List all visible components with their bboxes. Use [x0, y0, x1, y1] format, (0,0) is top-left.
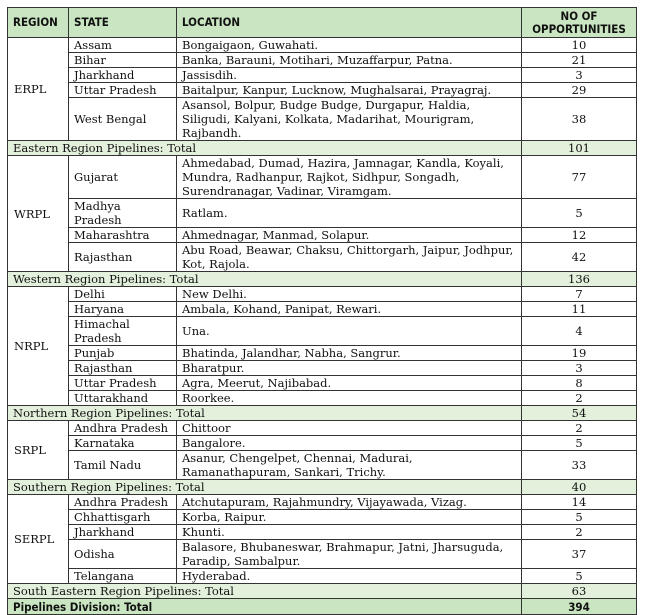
- count-cell: 5: [522, 510, 637, 525]
- count-cell: 37: [522, 540, 637, 569]
- state-cell: Gujarat: [69, 156, 177, 199]
- region-total-count: 54: [522, 406, 637, 421]
- region-cell: WRPL: [8, 156, 69, 272]
- grand-total-count: 394: [522, 599, 637, 615]
- location-cell: Bongaigaon, Guwahati.: [177, 38, 522, 53]
- table-row: [8, 361, 637, 376]
- location-cell: Bharatpur.: [177, 361, 522, 376]
- location-cell: New Delhi.: [177, 287, 522, 302]
- location-cell: Agra, Meerut, Najibabad.: [177, 376, 522, 391]
- count-cell: 7: [522, 287, 637, 302]
- state-header: STATE: [69, 8, 177, 38]
- state-cell: Odisha: [69, 540, 177, 569]
- count-cell: 2: [522, 391, 637, 406]
- location-cell: Jassisdih.: [177, 68, 522, 83]
- location-cell: Abu Road, Beawar, Chaksu, Chittorgarh, Jaipur, Jodhpur, Kot, Rajola.: [177, 243, 522, 272]
- state-cell: Delhi: [69, 287, 177, 302]
- region-total-label: Western Region Pipelines: Total: [8, 272, 522, 287]
- location-cell: Ahmednagar, Manmad, Solapur.: [177, 228, 522, 243]
- state-cell: Maharashtra: [69, 228, 177, 243]
- location-cell: Hyderabad.: [177, 569, 522, 584]
- state-cell: Himachal Pradesh: [69, 317, 177, 346]
- count-cell: 29: [522, 83, 637, 98]
- state-cell: Rajasthan: [69, 243, 177, 272]
- count-cell: 77: [522, 156, 637, 199]
- region-total-row: [8, 480, 637, 495]
- table-row: [8, 436, 637, 451]
- table-row: [8, 38, 637, 53]
- table-body: [8, 38, 637, 615]
- table-row: [8, 317, 637, 346]
- count-cell: 2: [522, 421, 637, 436]
- region-total-row: [8, 272, 637, 287]
- state-cell: Uttar Pradesh: [69, 376, 177, 391]
- table-row: [8, 287, 637, 302]
- region-total-label: Northern Region Pipelines: Total: [8, 406, 522, 421]
- state-cell: Punjab: [69, 346, 177, 361]
- location-cell: Balasore, Bhubaneswar, Brahmapur, Jatni, Jharsuguda, Paradip, Sambalpur.: [177, 540, 522, 569]
- location-cell: Asanur, Chengelpet, Chennai, Madurai, Ramanathapuram, Sankari, Trichy.: [177, 451, 522, 480]
- location-cell: Bangalore.: [177, 436, 522, 451]
- table-row: [8, 83, 637, 98]
- location-cell: Banka, Barauni, Motihari, Muzaffarpur, Patna.: [177, 53, 522, 68]
- state-cell: Jharkhand: [69, 525, 177, 540]
- region-cell: SRPL: [8, 421, 69, 480]
- state-cell: Rajasthan: [69, 361, 177, 376]
- region-total-count: 101: [522, 141, 637, 156]
- count-cell: 3: [522, 68, 637, 83]
- count-cell: 2: [522, 525, 637, 540]
- location-header: LOCATION: [177, 8, 522, 38]
- state-cell: Jharkhand: [69, 68, 177, 83]
- count-cell: 10: [522, 38, 637, 53]
- count-cell: 11: [522, 302, 637, 317]
- region-total-label: Southern Region Pipelines: Total: [8, 480, 522, 495]
- table-row: [8, 391, 637, 406]
- region-total-label: Eastern Region Pipelines: Total: [8, 141, 522, 156]
- table-row: [8, 228, 637, 243]
- table-row: [8, 421, 637, 436]
- state-cell: Haryana: [69, 302, 177, 317]
- region-cell: SERPL: [8, 495, 69, 584]
- table-row: [8, 302, 637, 317]
- location-cell: Korba, Raipur.: [177, 510, 522, 525]
- location-cell: Chittoor: [177, 421, 522, 436]
- location-cell: Khunti.: [177, 525, 522, 540]
- region-total-row: [8, 584, 637, 599]
- location-cell: Bhatinda, Jalandhar, Nabha, Sangrur.: [177, 346, 522, 361]
- state-cell: Chhattisgarh: [69, 510, 177, 525]
- state-cell: Andhra Pradesh: [69, 421, 177, 436]
- location-cell: Asansol, Bolpur, Budge Budge, Durgapur, Haldia, Siligudi, Kalyani, Kolkata, Madarihat, Mourigram, Rajbandh.: [177, 98, 522, 141]
- opportunities-table: [7, 7, 637, 615]
- table-row: [8, 495, 637, 510]
- region-total-count: 136: [522, 272, 637, 287]
- count-cell: 38: [522, 98, 637, 141]
- state-cell: Andhra Pradesh: [69, 495, 177, 510]
- count-cell: 33: [522, 451, 637, 480]
- region-header: REGION: [8, 8, 69, 38]
- location-cell: Ratlam.: [177, 199, 522, 228]
- table-row: [8, 451, 637, 480]
- state-cell: Assam: [69, 38, 177, 53]
- table-row: [8, 510, 637, 525]
- region-total-count: 40: [522, 480, 637, 495]
- location-cell: Ambala, Kohand, Panipat, Rewari.: [177, 302, 522, 317]
- region-total-row: [8, 406, 637, 421]
- count-cell: 5: [522, 436, 637, 451]
- state-cell: West Bengal: [69, 98, 177, 141]
- count-cell: 42: [522, 243, 637, 272]
- count-cell: 8: [522, 376, 637, 391]
- table-row: [8, 346, 637, 361]
- count-cell: 4: [522, 317, 637, 346]
- count-cell: 5: [522, 199, 637, 228]
- region-total-label: South Eastern Region Pipelines: Total: [8, 584, 522, 599]
- count-cell: 12: [522, 228, 637, 243]
- opportunities-header: NO OF OPPORTUNITIES: [522, 8, 637, 38]
- location-cell: Ahmedabad, Dumad, Hazira, Jamnagar, Kandla, Koyali, Mundra, Radhanpur, Rajkot, Sidhpur, Songadh, Surendranagar, Vadinar, Viramgam.: [177, 156, 522, 199]
- table-row: [8, 569, 637, 584]
- table-row: [8, 243, 637, 272]
- location-cell: Una.: [177, 317, 522, 346]
- count-cell: 14: [522, 495, 637, 510]
- state-cell: Tamil Nadu: [69, 451, 177, 480]
- region-total-row: [8, 141, 637, 156]
- region-cell: NRPL: [8, 287, 69, 406]
- count-cell: 5: [522, 569, 637, 584]
- location-cell: Baitalpur, Kanpur, Lucknow, Mughalsarai, Prayagraj.: [177, 83, 522, 98]
- state-cell: Telangana: [69, 569, 177, 584]
- table-row: [8, 68, 637, 83]
- table-row: [8, 525, 637, 540]
- state-cell: Madhya Pradesh: [69, 199, 177, 228]
- count-cell: 21: [522, 53, 637, 68]
- count-cell: 19: [522, 346, 637, 361]
- state-cell: Bihar: [69, 53, 177, 68]
- state-cell: Uttarakhand: [69, 391, 177, 406]
- table-row: [8, 53, 637, 68]
- table-row: [8, 98, 637, 141]
- state-cell: Karnataka: [69, 436, 177, 451]
- table-row: [8, 376, 637, 391]
- header-row: [8, 8, 637, 38]
- table-row: [8, 540, 637, 569]
- table-row: [8, 156, 637, 199]
- state-cell: Uttar Pradesh: [69, 83, 177, 98]
- region-cell: ERPL: [8, 38, 69, 141]
- location-cell: Atchutapuram, Rajahmundry, Vijayawada, Vizag.: [177, 495, 522, 510]
- grand-total-label: Pipelines Division: Total: [8, 599, 522, 615]
- location-cell: Roorkee.: [177, 391, 522, 406]
- region-total-count: 63: [522, 584, 637, 599]
- count-cell: 3: [522, 361, 637, 376]
- table-row: [8, 199, 637, 228]
